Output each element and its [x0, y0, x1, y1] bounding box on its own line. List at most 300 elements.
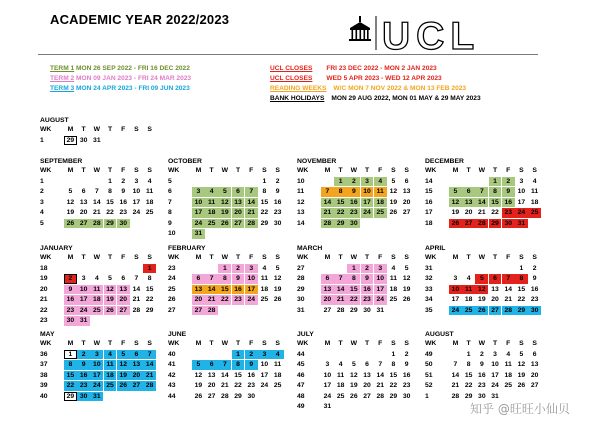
day-cell[interactable]: 19	[104, 295, 117, 305]
day-cell[interactable]	[143, 136, 156, 146]
day-cell[interactable]: 18	[205, 208, 218, 218]
day-cell[interactable]: 30	[402, 392, 411, 400]
day-cell[interactable]: 29	[104, 219, 117, 229]
day-cell[interactable]	[104, 316, 117, 326]
day-cell[interactable]: 27	[363, 392, 371, 400]
day-cell[interactable]: 7	[218, 360, 231, 370]
day-cell[interactable]: 21	[132, 296, 141, 303]
day-cell[interactable]: 31	[77, 316, 90, 326]
day-cell[interactable]	[374, 350, 387, 360]
day-cell[interactable]: 3	[325, 361, 330, 368]
day-cell[interactable]	[143, 392, 156, 402]
day-cell[interactable]: 17	[491, 371, 499, 379]
day-cell[interactable]: 8	[147, 275, 152, 282]
day-cell[interactable]: 28	[90, 219, 103, 229]
day-cell[interactable]: 3	[81, 275, 86, 282]
day-cell[interactable]: 11	[462, 285, 475, 295]
day-cell[interactable]: 4	[147, 177, 152, 185]
day-cell[interactable]: 27	[130, 381, 143, 391]
day-cell[interactable]: 22	[517, 296, 526, 303]
day-cell[interactable]: 30	[273, 219, 282, 227]
day-cell[interactable]: 6	[365, 361, 369, 368]
day-cell[interactable]	[400, 306, 413, 316]
day-cell[interactable]	[90, 264, 103, 274]
day-cell[interactable]: 24	[491, 382, 499, 389]
day-cell[interactable]: 3	[361, 177, 374, 187]
day-cell[interactable]: 28	[336, 306, 345, 314]
day-cell[interactable]: 25	[374, 208, 387, 218]
day-cell[interactable]: 26	[117, 381, 130, 391]
day-cell[interactable]: 13	[530, 361, 539, 368]
day-cell[interactable]: 13	[117, 285, 130, 295]
day-cell[interactable]	[90, 316, 103, 326]
day-cell[interactable]: 7	[205, 274, 218, 284]
day-cell[interactable]: 22	[106, 209, 114, 216]
day-cell[interactable]: 1	[347, 264, 360, 274]
day-cell[interactable]	[130, 219, 143, 229]
day-cell[interactable]	[347, 350, 360, 360]
day-cell[interactable]	[130, 392, 143, 402]
day-cell[interactable]: 28	[376, 392, 385, 400]
day-cell[interactable]: 16	[502, 198, 515, 208]
day-cell[interactable]	[449, 177, 462, 187]
day-cell[interactable]: 26	[218, 219, 231, 229]
day-cell[interactable]: 19	[194, 382, 203, 389]
day-cell[interactable]: 28	[321, 219, 334, 229]
day-cell[interactable]: 2	[275, 177, 280, 185]
day-cell[interactable]: 11	[389, 275, 398, 282]
day-cell[interactable]: 18	[530, 198, 539, 206]
day-cell[interactable]: 25	[462, 306, 475, 316]
day-cell[interactable]	[271, 392, 284, 402]
day-cell[interactable]: 2	[245, 350, 258, 360]
day-cell[interactable]: 30	[478, 392, 486, 400]
day-cell[interactable]: 5	[108, 275, 112, 282]
day-cell[interactable]: 30	[347, 219, 360, 229]
day-cell[interactable]: 16	[530, 285, 539, 293]
day-cell[interactable]: 4	[338, 361, 343, 368]
day-cell[interactable]: 8	[466, 361, 471, 368]
day-cell[interactable]: 9	[502, 187, 515, 197]
day-cell[interactable]	[104, 136, 117, 146]
day-cell[interactable]	[218, 177, 231, 187]
day-cell[interactable]: 27	[530, 382, 539, 389]
day-cell[interactable]: 23	[247, 382, 256, 389]
day-cell[interactable]: 18	[464, 296, 473, 303]
day-cell[interactable]: 29	[464, 392, 473, 400]
day-cell[interactable]: 19	[478, 296, 486, 303]
day-cell[interactable]: 4	[94, 275, 99, 282]
day-cell[interactable]: 31	[93, 136, 101, 144]
day-cell[interactable]: 26	[194, 392, 203, 400]
day-cell[interactable]: 24	[260, 382, 269, 389]
day-cell[interactable]: 9	[361, 274, 374, 284]
day-cell[interactable]	[334, 402, 347, 412]
day-cell[interactable]: 13	[321, 285, 334, 295]
day-cell[interactable]: 9	[232, 274, 245, 284]
day-cell[interactable]: 22	[389, 382, 398, 389]
day-cell[interactable]: 12	[350, 371, 358, 379]
day-cell[interactable]: 5	[519, 350, 524, 358]
day-cell[interactable]: 7	[378, 361, 383, 368]
day-cell[interactable]: 27	[77, 219, 90, 229]
day-cell[interactable]: 20	[117, 295, 130, 305]
day-cell[interactable]: 2	[232, 264, 245, 274]
day-cell[interactable]: 23	[232, 295, 245, 305]
day-cell[interactable]: 25	[528, 208, 541, 218]
day-cell[interactable]: 1	[64, 350, 77, 360]
day-cell[interactable]: 21	[334, 295, 347, 305]
day-cell[interactable]: 1	[218, 264, 231, 274]
day-cell[interactable]: 8	[515, 274, 528, 284]
day-cell[interactable]: 7	[475, 187, 488, 197]
day-cell[interactable]: 3	[134, 177, 139, 185]
day-cell[interactable]: 23	[478, 382, 486, 389]
day-cell[interactable]: 8	[232, 360, 245, 370]
day-cell[interactable]	[321, 177, 334, 187]
day-cell[interactable]: 11	[104, 360, 117, 370]
day-cell[interactable]	[218, 229, 231, 239]
day-cell[interactable]: 28	[451, 392, 460, 400]
day-cell[interactable]: 3	[192, 187, 205, 197]
day-cell[interactable]: 29	[64, 392, 77, 402]
day-cell[interactable]: 4	[532, 177, 537, 185]
day-cell[interactable]: 16	[402, 371, 411, 379]
day-cell[interactable]	[90, 177, 103, 187]
day-cell[interactable]	[232, 306, 245, 316]
day-cell[interactable]	[104, 392, 117, 402]
day-cell[interactable]: 9	[275, 188, 280, 195]
day-cell[interactable]: 27	[323, 306, 332, 314]
day-cell[interactable]	[271, 306, 284, 316]
day-cell[interactable]: 17	[451, 296, 460, 303]
day-cell[interactable]: 2	[502, 177, 515, 187]
day-cell[interactable]: 19	[350, 382, 358, 389]
day-cell[interactable]: 22	[347, 295, 360, 305]
day-cell[interactable]: 7	[321, 187, 334, 197]
day-cell[interactable]: 17	[245, 285, 258, 295]
day-cell[interactable]	[387, 219, 400, 229]
day-cell[interactable]: 19	[402, 285, 411, 293]
day-cell[interactable]: 6	[81, 188, 86, 195]
day-cell[interactable]: 8	[262, 188, 267, 195]
day-cell[interactable]: 13	[232, 198, 245, 208]
day-cell[interactable]: 22	[234, 382, 242, 389]
day-cell[interactable]: 25	[205, 219, 218, 229]
day-cell[interactable]	[130, 316, 143, 326]
day-cell[interactable]	[321, 350, 334, 360]
day-cell[interactable]: 4	[466, 275, 471, 282]
day-cell[interactable]: 9	[404, 361, 409, 368]
day-cell[interactable]	[64, 177, 77, 187]
day-cell[interactable]: 10	[449, 285, 462, 295]
day-cell[interactable]: 26	[517, 382, 526, 389]
day-cell[interactable]: 18	[145, 198, 154, 206]
day-cell[interactable]	[205, 229, 218, 239]
day-cell[interactable]: 5	[68, 188, 73, 195]
day-cell[interactable]: 1	[108, 177, 112, 185]
day-cell[interactable]	[143, 219, 156, 229]
day-cell[interactable]: 30	[247, 392, 256, 400]
day-cell[interactable]: 27	[402, 209, 411, 216]
day-cell[interactable]	[347, 402, 360, 412]
day-cell[interactable]: 7	[453, 361, 458, 368]
day-cell[interactable]	[218, 306, 231, 316]
day-cell[interactable]	[361, 219, 374, 229]
day-cell[interactable]: 7	[245, 187, 258, 197]
day-cell[interactable]: 27	[232, 219, 245, 229]
day-cell[interactable]	[334, 264, 347, 274]
day-cell[interactable]: 15	[489, 198, 502, 208]
day-cell[interactable]: 10	[361, 187, 374, 197]
day-cell[interactable]	[361, 350, 374, 360]
day-cell[interactable]: 16	[232, 285, 245, 295]
day-cell[interactable]: 3	[453, 275, 458, 282]
day-cell[interactable]: 19	[66, 209, 75, 216]
day-cell[interactable]: 5	[391, 177, 396, 185]
day-cell[interactable]: 29	[489, 219, 502, 229]
day-cell[interactable]: 21	[93, 209, 101, 216]
day-cell[interactable]: 1	[466, 350, 471, 358]
day-cell[interactable]	[77, 177, 90, 187]
day-cell[interactable]: 6	[532, 350, 537, 358]
day-cell[interactable]: 16	[77, 371, 90, 381]
day-cell[interactable]: 31	[192, 229, 205, 239]
day-cell[interactable]: 4	[205, 187, 218, 197]
day-cell[interactable]: 17	[517, 198, 526, 206]
day-cell[interactable]: 15	[464, 371, 473, 379]
day-cell[interactable]	[232, 229, 245, 239]
day-cell[interactable]	[192, 264, 205, 274]
day-cell[interactable]: 15	[389, 371, 398, 379]
day-cell[interactable]: 16	[273, 198, 282, 206]
day-cell[interactable]: 20	[192, 295, 205, 305]
day-cell[interactable]	[475, 264, 488, 274]
day-cell[interactable]: 29	[64, 136, 77, 146]
day-cell[interactable]: 12	[402, 275, 411, 282]
day-cell[interactable]: 2	[479, 350, 484, 358]
day-cell[interactable]: 11	[205, 198, 218, 208]
day-cell[interactable]: 30	[528, 306, 541, 316]
day-cell[interactable]: 3	[258, 350, 271, 360]
day-cell[interactable]: 20	[321, 295, 334, 305]
day-cell[interactable]: 5	[475, 274, 488, 284]
day-cell[interactable]: 20	[464, 209, 473, 216]
day-cell[interactable]	[258, 229, 271, 239]
day-cell[interactable]: 17	[77, 295, 90, 305]
day-cell[interactable]: 14	[245, 198, 258, 208]
day-cell[interactable]: 6	[462, 187, 475, 197]
day-cell[interactable]	[361, 402, 374, 412]
day-cell[interactable]: 24	[77, 306, 90, 316]
day-cell[interactable]: 10	[517, 188, 526, 195]
day-cell[interactable]: 14	[321, 198, 334, 208]
day-cell[interactable]: 4	[506, 350, 511, 358]
day-cell[interactable]: 14	[475, 198, 488, 208]
day-cell[interactable]: 14	[205, 285, 218, 295]
day-cell[interactable]: 13	[192, 285, 205, 295]
day-cell[interactable]: 30	[77, 392, 90, 402]
day-cell[interactable]: 10	[245, 274, 258, 284]
day-cell[interactable]: 24	[323, 392, 332, 400]
day-cell[interactable]: 6	[130, 350, 143, 360]
day-cell[interactable]: 29	[515, 306, 528, 316]
day-cell[interactable]: 10	[90, 360, 103, 370]
day-cell[interactable]: 9	[479, 361, 484, 368]
day-cell[interactable]	[130, 264, 143, 274]
day-cell[interactable]: 16	[119, 198, 128, 206]
day-cell[interactable]: 30	[502, 219, 515, 229]
day-cell[interactable]	[258, 306, 271, 316]
day-cell[interactable]: 29	[350, 306, 358, 314]
day-cell[interactable]	[245, 229, 258, 239]
day-cell[interactable]: 15	[517, 285, 526, 293]
day-cell[interactable]: 6	[205, 360, 218, 370]
day-cell[interactable]: 10	[323, 371, 332, 379]
day-cell[interactable]: 11	[274, 361, 282, 368]
day-cell[interactable]: 6	[192, 274, 205, 284]
day-cell[interactable]: 19	[389, 198, 398, 206]
day-cell[interactable]: 7	[502, 274, 515, 284]
day-cell[interactable]	[143, 316, 156, 326]
day-cell[interactable]: 12	[273, 275, 282, 282]
day-cell[interactable]: 25	[145, 209, 154, 216]
day-cell[interactable]: 18	[389, 285, 398, 293]
day-cell[interactable]: 9	[532, 275, 537, 282]
day-cell[interactable]: 6	[489, 274, 502, 284]
day-cell[interactable]: 13	[130, 360, 143, 370]
day-cell[interactable]	[528, 219, 541, 229]
day-cell[interactable]: 15	[347, 285, 360, 295]
day-cell[interactable]	[334, 350, 347, 360]
day-cell[interactable]: 31	[491, 392, 499, 400]
day-cell[interactable]: 1	[519, 264, 524, 272]
day-cell[interactable]: 24	[245, 295, 258, 305]
day-cell[interactable]: 29	[334, 219, 347, 229]
day-cell[interactable]: 19	[218, 208, 231, 218]
day-cell[interactable]: 22	[145, 296, 154, 303]
day-cell[interactable]: 1	[334, 177, 347, 187]
day-cell[interactable]: 13	[207, 371, 216, 379]
day-cell[interactable]: 4	[271, 350, 284, 360]
day-cell[interactable]: 30	[79, 136, 88, 144]
day-cell[interactable]: 14	[504, 285, 513, 293]
day-cell[interactable]: 13	[363, 371, 371, 379]
day-cell[interactable]: 31	[515, 219, 528, 229]
day-cell[interactable]: 20	[207, 382, 216, 389]
day-cell[interactable]: 1	[143, 264, 156, 274]
day-cell[interactable]: 22	[260, 209, 269, 216]
day-cell[interactable]: 30	[117, 219, 130, 229]
day-cell[interactable]: 18	[260, 285, 269, 293]
day-cell[interactable]	[117, 264, 130, 274]
day-cell[interactable]: 11	[260, 275, 269, 282]
day-cell[interactable]: 5	[351, 361, 356, 368]
day-cell[interactable]: 2	[361, 264, 374, 274]
day-cell[interactable]: 13	[462, 198, 475, 208]
day-cell[interactable]: 27	[462, 219, 475, 229]
day-cell[interactable]: 12	[475, 285, 488, 295]
day-cell[interactable]: 8	[108, 188, 112, 195]
day-cell[interactable]: 27	[207, 392, 216, 400]
day-cell[interactable]: 12	[449, 198, 462, 208]
day-cell[interactable]: 19	[517, 371, 526, 379]
day-cell[interactable]	[245, 306, 258, 316]
day-cell[interactable]: 11	[531, 188, 539, 195]
day-cell[interactable]: 3	[519, 177, 524, 185]
day-cell[interactable]: 12	[389, 188, 398, 195]
day-cell[interactable]	[192, 350, 205, 360]
day-cell[interactable]: 15	[334, 198, 347, 208]
day-cell[interactable]: 23	[347, 208, 360, 218]
day-cell[interactable]: 7	[334, 274, 347, 284]
day-cell[interactable]: 14	[132, 285, 141, 293]
day-cell[interactable]: 18	[90, 295, 103, 305]
day-cell[interactable]	[449, 350, 462, 360]
day-cell[interactable]: 20	[232, 208, 245, 218]
day-cell[interactable]: 27	[489, 306, 502, 316]
day-cell[interactable]: 24	[192, 219, 205, 229]
day-cell[interactable]	[192, 177, 205, 187]
day-cell[interactable]: 17	[192, 208, 205, 218]
day-cell[interactable]: 17	[361, 198, 374, 208]
day-cell[interactable]	[117, 316, 130, 326]
day-cell[interactable]: 14	[93, 198, 101, 206]
day-cell[interactable]	[462, 177, 475, 187]
day-cell[interactable]: 29	[145, 306, 154, 314]
day-cell[interactable]: 31	[376, 306, 385, 314]
day-cell[interactable]: 23	[64, 306, 77, 316]
day-cell[interactable]: 13	[402, 188, 411, 195]
day-cell[interactable]: 3	[374, 264, 387, 274]
day-cell[interactable]: 8	[334, 187, 347, 197]
day-cell[interactable]: 26	[389, 209, 398, 216]
day-cell[interactable]: 4	[391, 264, 396, 272]
day-cell[interactable]: 17	[90, 371, 103, 381]
day-cell[interactable]: 24	[515, 208, 528, 218]
day-cell[interactable]: 28	[502, 306, 515, 316]
day-cell[interactable]	[104, 264, 117, 274]
day-cell[interactable]: 22	[218, 295, 231, 305]
day-cell[interactable]: 10	[132, 188, 141, 195]
day-cell[interactable]: 20	[530, 371, 539, 379]
day-cell[interactable]: 28	[245, 219, 258, 229]
day-cell[interactable]	[205, 350, 218, 360]
day-cell[interactable]	[449, 264, 462, 274]
day-cell[interactable]: 25	[90, 306, 103, 316]
day-cell[interactable]	[258, 392, 271, 402]
day-cell[interactable]: 16	[347, 198, 360, 208]
day-cell[interactable]: 8	[347, 274, 360, 284]
day-cell[interactable]: 27	[192, 306, 205, 316]
day-cell[interactable]: 3	[245, 264, 258, 274]
day-cell[interactable]: 3	[90, 350, 103, 360]
day-cell[interactable]: 13	[491, 285, 499, 293]
day-cell[interactable]: 25	[260, 296, 269, 303]
day-cell[interactable]: 4	[374, 177, 387, 187]
day-cell[interactable]: 10	[260, 361, 269, 368]
day-cell[interactable]	[77, 264, 90, 274]
day-cell[interactable]: 23	[361, 295, 374, 305]
day-cell[interactable]: 31	[90, 392, 103, 402]
day-cell[interactable]	[374, 402, 387, 412]
day-cell[interactable]: 30	[363, 306, 371, 314]
day-cell[interactable]: 5	[117, 350, 130, 360]
day-cell[interactable]: 15	[145, 285, 154, 293]
day-cell[interactable]: 18	[104, 371, 117, 381]
day-cell[interactable]: 28	[143, 381, 156, 391]
day-cell[interactable]: 2	[121, 177, 126, 185]
